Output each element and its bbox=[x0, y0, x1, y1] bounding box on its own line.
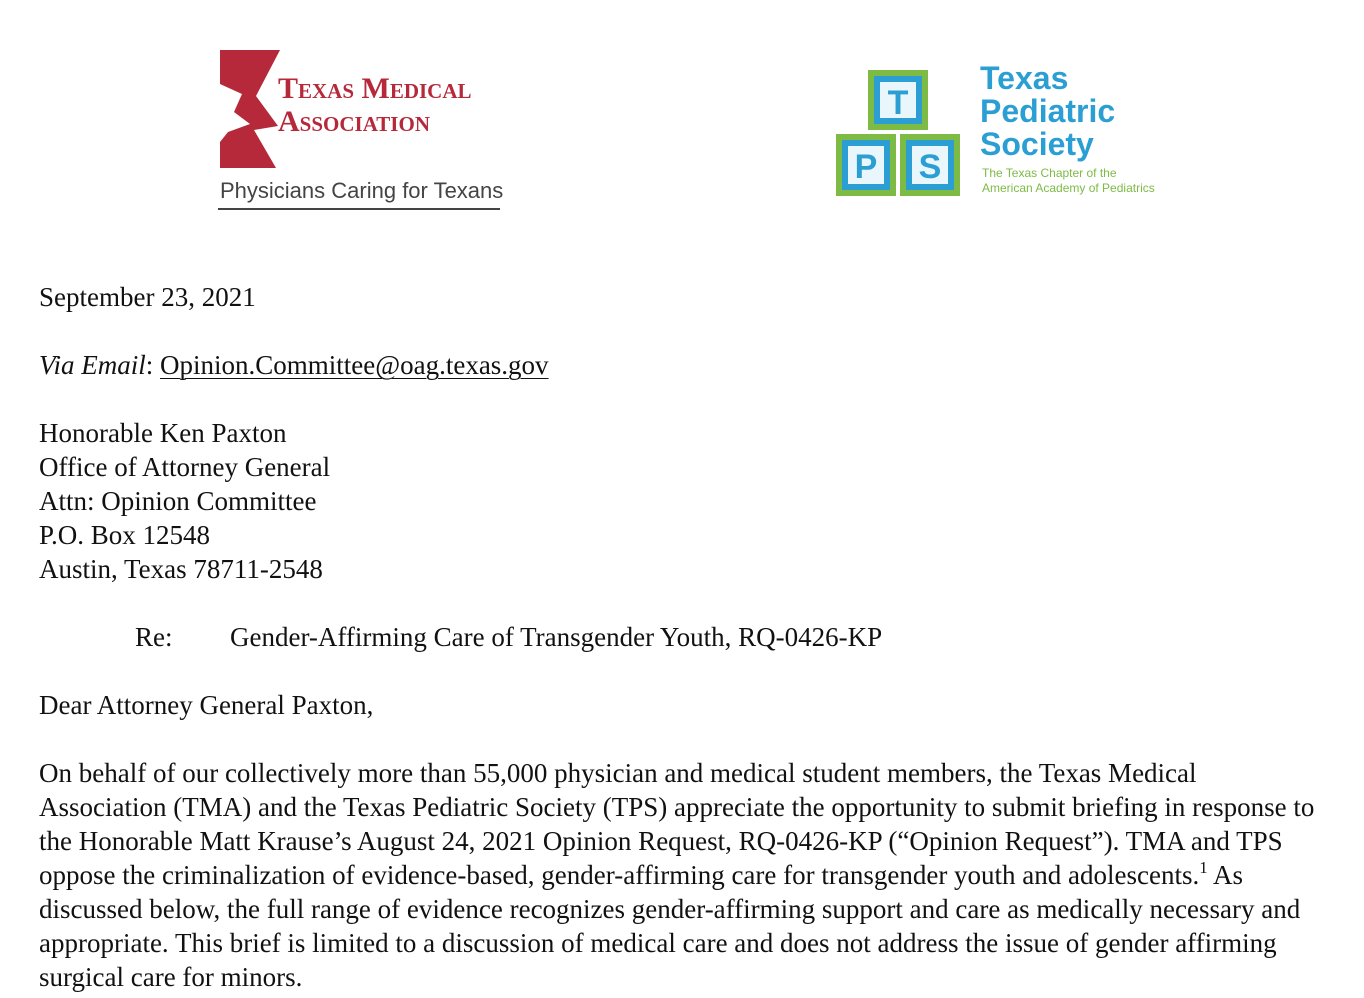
body-text-part2: As discussed below, the full range of evidence recognizes gender-affirming support and care as medically necessary and appropriate. This brief is limited to a discussion of medical care and does not address the issue of gender affirming surgical care for minors. bbox=[39, 860, 1301, 992]
tma-logo bbox=[216, 46, 506, 216]
tps-title-line1: Texas bbox=[980, 60, 1069, 96]
footnote-ref[interactable]: 1 bbox=[1199, 858, 1208, 877]
recipient-address bbox=[39, 416, 1329, 586]
tma-name-line1: Texas Medical bbox=[278, 72, 472, 105]
re-subject: Gender-Affirming Care of Transgender Youth, RQ-0426-KP bbox=[230, 622, 883, 652]
tps-block-s: S bbox=[918, 148, 942, 186]
tps-blocks-icon bbox=[832, 66, 964, 200]
via-email-label: Via Email bbox=[39, 350, 146, 380]
address-line: Office of Attorney General bbox=[39, 452, 331, 482]
body-text-part1: On behalf of our collectively more than 55,000 physician and medical student members, the Texas Medical Association (TMA) and the Texas Pediatric Society (TPS) appreciate the opportunity to submit briefing in response to the Honorable Matt Krause’s August 24, 2021 Opinion Request, RQ-0426-KP (“Opinion Request”). TMA and TPS oppose the criminalization of evidence-based, gender-affirming care for transgender youth and adolescents. bbox=[39, 758, 1315, 890]
tps-sub-line2: American Academy of Pediatrics bbox=[982, 181, 1155, 195]
tps-title bbox=[980, 62, 1115, 161]
tps-sub-line1: The Texas Chapter of the bbox=[982, 166, 1117, 180]
tma-star-mark-icon bbox=[220, 50, 280, 168]
tps-subtitle bbox=[982, 166, 1155, 196]
body-paragraph bbox=[39, 756, 1329, 994]
address-line: Attn: Opinion Committee bbox=[39, 486, 317, 516]
tps-block-t: T bbox=[887, 84, 909, 122]
re-label: Re: bbox=[135, 622, 173, 652]
tps-title-line2: Pediatric bbox=[980, 93, 1116, 129]
address-line: P.O. Box 12548 bbox=[39, 520, 211, 550]
tma-tagline: Physicians Caring for Texans bbox=[220, 178, 504, 203]
salutation: Dear Attorney General Paxton, bbox=[39, 690, 374, 720]
address-line: Austin, Texas 78711-2548 bbox=[39, 554, 323, 584]
tma-divider bbox=[218, 208, 500, 210]
letter-body bbox=[39, 280, 1329, 994]
email-link[interactable]: Opinion.Committee@oag.texas.gov bbox=[160, 350, 549, 380]
tma-name bbox=[278, 72, 472, 138]
via-email-line bbox=[39, 348, 1329, 382]
re-line bbox=[39, 620, 1329, 654]
letter-date: September 23, 2021 bbox=[39, 282, 256, 312]
via-email-separator: : bbox=[145, 350, 154, 380]
tps-block-p: P bbox=[854, 148, 878, 186]
tma-name-line2: Association bbox=[278, 105, 430, 138]
tps-logo bbox=[832, 60, 1192, 210]
tps-title-line3: Society bbox=[980, 126, 1094, 162]
address-line: Honorable Ken Paxton bbox=[39, 418, 287, 448]
